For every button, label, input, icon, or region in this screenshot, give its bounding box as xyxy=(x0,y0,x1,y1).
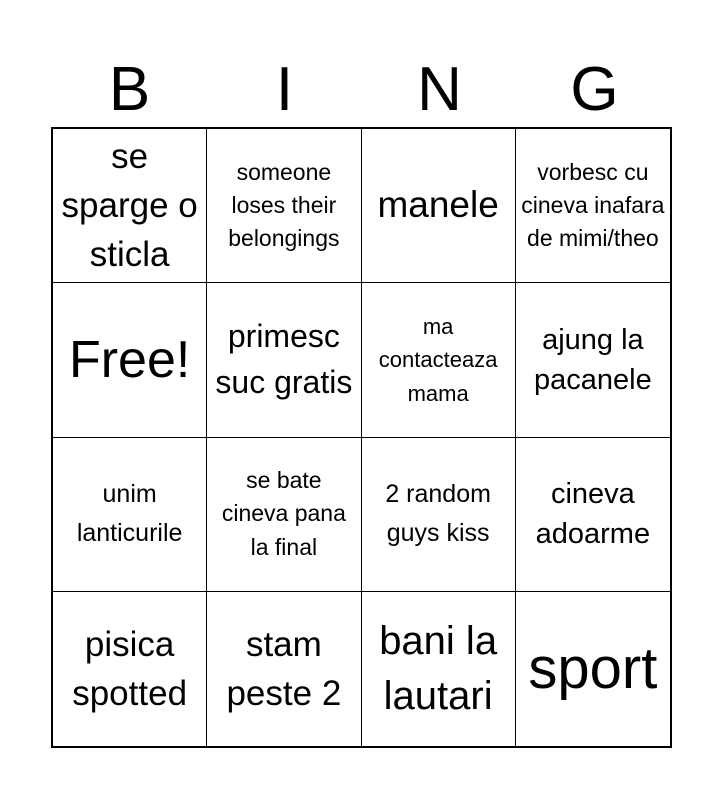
bingo-cell[interactable] xyxy=(53,438,207,592)
bingo-cell[interactable] xyxy=(362,592,516,746)
bingo-cell[interactable] xyxy=(207,129,361,283)
header-letter-i: I xyxy=(275,55,294,124)
bingo-cell[interactable] xyxy=(207,283,361,437)
cell-text: cineva adoarme xyxy=(535,478,651,551)
bingo-cell[interactable] xyxy=(207,592,361,746)
cell-text: Free! xyxy=(68,330,191,389)
header-letter-g: G xyxy=(570,55,619,124)
cell-text: se sparge o sticla xyxy=(61,137,198,275)
bingo-board xyxy=(51,127,672,748)
bingo-cell[interactable] xyxy=(362,283,516,437)
bingo-header xyxy=(52,52,672,128)
header-letter-b: B xyxy=(108,55,151,124)
cell-text: vorbesc cu cineva inafara de mimi/theo xyxy=(521,158,665,252)
cell-text: ma contacteaza mama xyxy=(378,313,498,406)
cell-text: pisica spotted xyxy=(72,624,188,713)
cell-text: primesc suc gratis xyxy=(215,318,353,400)
cell-text: bani la lautari xyxy=(379,618,498,718)
bingo-cell[interactable] xyxy=(53,129,207,283)
cell-text: someone loses their belongings xyxy=(228,158,340,252)
cell-text: manele xyxy=(377,184,499,226)
bingo-cell[interactable] xyxy=(516,592,670,746)
bingo-cell[interactable] xyxy=(516,283,670,437)
bingo-cell[interactable] xyxy=(207,438,361,592)
cell-text: ajung la pacanele xyxy=(534,323,652,396)
cell-text: se bate cineva pana la final xyxy=(221,467,346,560)
cell-text: unim lanticurile xyxy=(76,480,183,548)
bingo-cell[interactable] xyxy=(53,592,207,746)
header-letter-n: N xyxy=(417,55,462,124)
cell-text: sport xyxy=(528,636,658,702)
cell-text: 2 random guys kiss xyxy=(385,480,491,548)
bingo-cell-free[interactable] xyxy=(53,283,207,437)
bingo-cell[interactable] xyxy=(362,438,516,592)
bingo-cell[interactable] xyxy=(516,438,670,592)
bingo-cell[interactable] xyxy=(516,129,670,283)
cell-text: stam peste 2 xyxy=(226,624,342,713)
bingo-cell[interactable] xyxy=(362,129,516,283)
